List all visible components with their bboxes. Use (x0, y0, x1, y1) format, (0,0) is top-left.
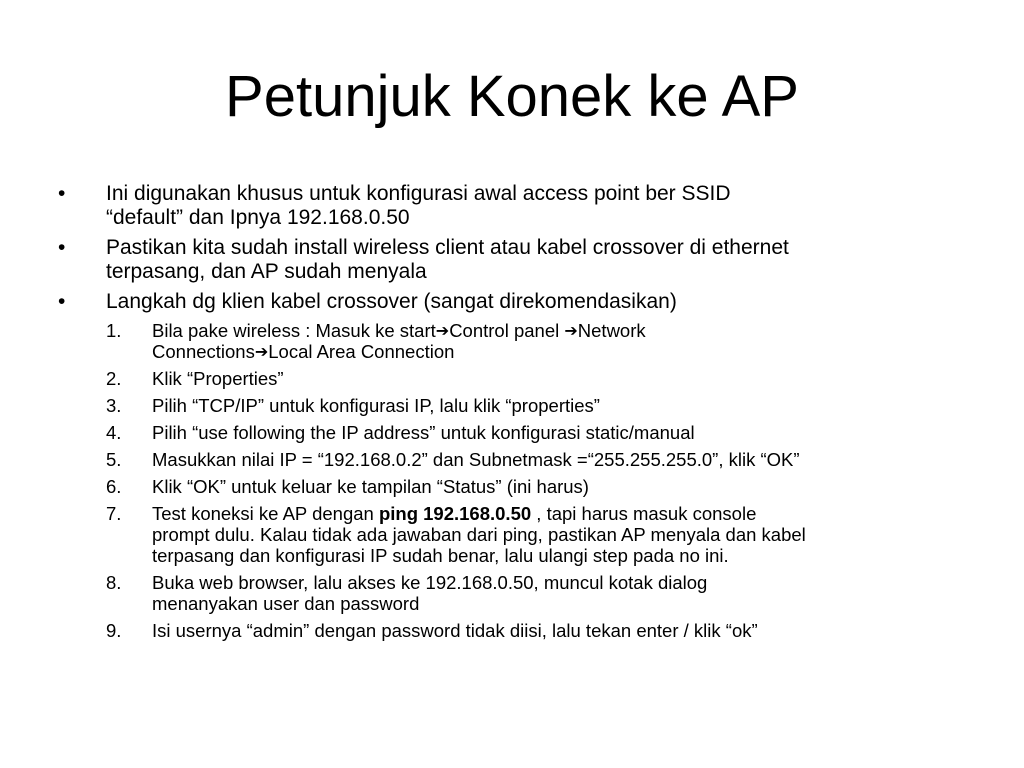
arrow-right-icon: ➔ (435, 323, 450, 340)
step-number: 8. (106, 572, 122, 593)
step-item (106, 320, 968, 362)
step-text: , tapi harus masuk console (531, 503, 757, 524)
bullet-text: Pastikan kita sudah install wireless client atau kabel crossover di ethernet (106, 236, 789, 259)
step-item (106, 620, 968, 641)
bullet-text: “default” dan Ipnya 192.168.0.50 (106, 206, 410, 229)
arrow-right-icon: ➔ (254, 344, 269, 361)
slide-content (58, 182, 968, 647)
step-text: Connections (152, 341, 255, 362)
step-number: 5. (106, 449, 122, 470)
ping-command: ping 192.168.0.50 (378, 503, 532, 524)
step-number: 4. (106, 422, 122, 443)
step-text: prompt dulu. Kalau tidak ada jawaban dari ping, pastikan AP menyala dan kabel (152, 524, 806, 545)
step-number: 6. (106, 476, 122, 497)
step-text: Pilih “TCP/IP” untuk konfigurasi IP, lalu klik “properties” (152, 395, 600, 416)
step-item (106, 449, 968, 470)
bullet-text: Ini digunakan khusus untuk konfigurasi awal access point ber SSID (106, 182, 731, 205)
step-item (106, 503, 968, 566)
step-text: menanyakan user dan password (152, 593, 420, 614)
bullet-dot: • (58, 182, 66, 205)
bullet-item (58, 236, 968, 284)
step-text: Pilih “use following the IP address” untuk konfigurasi static/manual (152, 422, 695, 443)
step-item (106, 395, 968, 416)
numbered-steps (58, 320, 968, 641)
step-text: Buka web browser, lalu akses ke 192.168.0.50, muncul kotak dialog (152, 572, 708, 593)
step-number: 2. (106, 368, 122, 389)
step-text: Test koneksi ke AP dengan (152, 503, 379, 524)
step-text: Isi usernya “admin” dengan password tidak diisi, lalu tekan enter / klik “ok” (152, 620, 758, 641)
step-number: 3. (106, 395, 122, 416)
step-text: Network (577, 320, 646, 341)
step-text: terpasang dan konfigurasi IP sudah benar, lalu ulangi step pada no ini. (152, 545, 729, 566)
step-item (106, 422, 968, 443)
step-text: Bila pake wireless : Masuk ke start (152, 320, 436, 341)
step-text: Local Area Connection (268, 341, 455, 362)
bullet-item (58, 290, 968, 314)
bullet-dot: • (58, 236, 66, 259)
step-item (106, 572, 968, 614)
step-number: 9. (106, 620, 122, 641)
bullet-text: Langkah dg klien kabel crossover (sangat direkomendasikan) (106, 290, 677, 313)
arrow-right-icon: ➔ (564, 323, 578, 340)
step-text: Masukkan nilai IP = “192.168.0.2” dan Subnetmask =“255.255.255.0”, klik “OK” (152, 449, 800, 470)
bullet-text: terpasang, dan AP sudah menyala (106, 260, 427, 283)
step-item (106, 476, 968, 497)
slide-title: Petunjuk Konek ke AP (225, 64, 799, 129)
bullet-item (58, 182, 968, 230)
step-text: Klik “Properties” (152, 368, 284, 389)
step-text: Klik “OK” untuk keluar ke tampilan “Status” (ini harus) (152, 476, 589, 497)
step-text: Control panel (449, 320, 565, 341)
step-number: 7. (106, 503, 122, 524)
step-number: 1. (106, 320, 122, 341)
bullet-dot: • (58, 290, 66, 313)
step-item (106, 368, 968, 389)
